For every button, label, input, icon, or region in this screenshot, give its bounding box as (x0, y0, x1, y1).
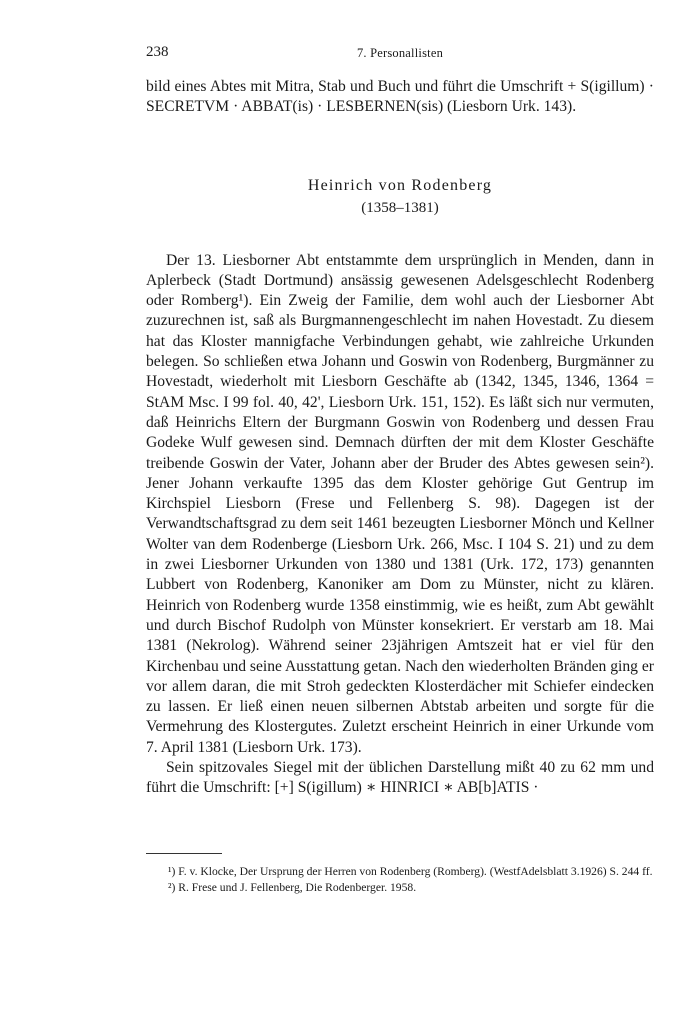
footnote-2: ²) R. Frese und J. Fellenberg, Die Rodenberger. 1958. (168, 881, 417, 894)
footnote-rule (146, 853, 222, 854)
section-heading (146, 176, 654, 218)
running-head: 7. Personallisten (356, 46, 444, 60)
page-header (146, 44, 654, 64)
intro-paragraph: bild eines Abtes mit Mitra, Stab und Buch und führt die Umschrift + S(igillum) · SECRETVM · ABBAT(is) · LESBERNEN(sis) (Liesborn Urk. 143). (146, 78, 654, 116)
body-text (146, 77, 654, 799)
section-dates: (1358–1381) (361, 199, 439, 216)
footnote-1: ¹) F. v. Klocke, Der Ursprung der Herren von Rodenberg (Romberg). (WestfAdelsblatt 3.1926) S. 244 ff. (168, 865, 653, 878)
section-title: Heinrich von Rodenberg (307, 176, 493, 194)
page-number: 238 (146, 44, 169, 60)
paragraph-seal: Sein spitzovales Siegel mit der üblichen Darstellung mißt 40 zu 62 mm und führt die Umschrift: [+] S(igillum) ∗ HINRICI ∗ AB[b]ATIS · (146, 759, 654, 797)
paragraph-biography: Der 13. Liesborner Abt entstammte dem ursprünglich in Menden, dann in Aplerbeck (Stadt Dortmund) ansässig gewesenen Adelsgeschlecht Rodenberg oder Romberg¹). Ein Zweig der Familie, dem wohl auch der Liesborner Abt zuzurechnen ist, saß als Burgmannengeschlecht im nahen Hovestadt. Zu diesem hat das Kloster mannigfache Verbindungen gehabt, wie zahlreiche Urkunden belegen. So schließen etwa Johann und Goswin von Rodenberg, Burgmänner zu Hovestadt, wiederholt mit Liesborn Geschäfte ab (1342, 1345, 1346, 1364 = StAM Msc. I 99 fol. 40, 42', Liesborn Urk. 151, 152). Es läßt sich nur vermuten, daß Heinrichs Eltern der Burgmann Goswin von Rodenberg und dessen Frau Godeke Wulf gewesen sind. Demnach dürften der mit dem Kloster Geschäfte treibende Goswin der Vater, Johann aber der Bruder des Abtes gewesen sein²). Jener Johann verkaufte 1395 das dem Kloster gehörige Gut Gentrup im Kirchspiel Liesborn (Frese und Fellenberg S. 98). Dagegen ist der Verwandtschaftsgrad zu dem seit 1461 bezeugten Liesborner Mönch und Kellner Wolter van dem Rodenberge (Liesborn Urk. 266, Msc. I 104 S. 21) und zu dem in zwei Liesborner Urkunden von 1380 und 1381 (Urk. 172, 173) genannten Lubbert von Rodenberg, Kanoniker am Dom zu Münster, nicht zu klären. Heinrich von Rodenberg wurde 1358 einstimmig, wie es heißt, zum Abt gewählt und durch Bischof Rudolph von Münster konsekriert. Er verstarb am 18. Mai 1381 (Nekrolog). Während seiner 23jährigen Amtszeit hat er viel für den Kirchenbau und seine Ausstattung getan. Nach den wiederholten Bränden ging er vor allem daran, die mit Stroh gedeckten Klosterdächer mit Schiefer eindecken zu lassen. Er ließ einen neuen silbernen Abtstab arbeiten und sorgte für die Vermehrung des Klostergutes. Zuletzt erscheint Heinrich in einer Urkunde vom 7. April 1381 (Liesborn Urk. 173). (146, 251, 654, 756)
footnotes (146, 853, 654, 896)
